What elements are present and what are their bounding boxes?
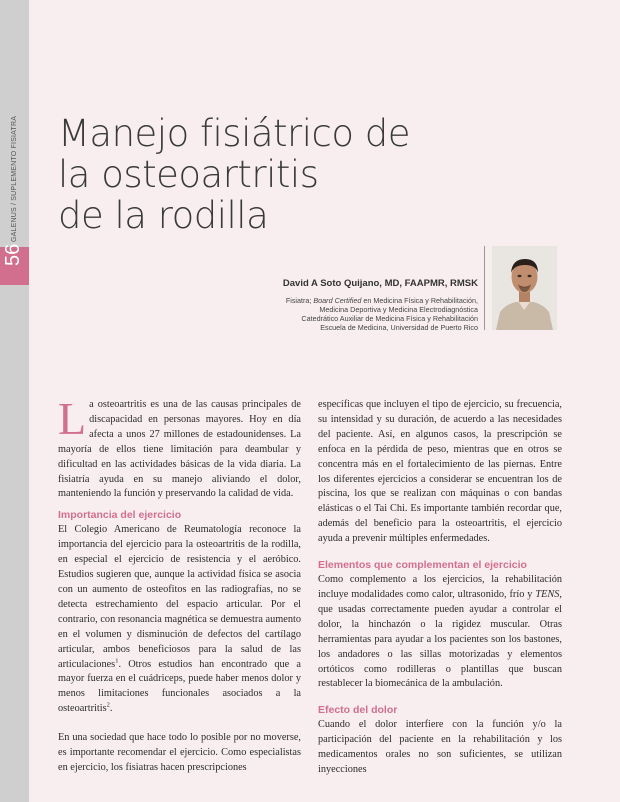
affiliation-line-1: Fisiatra; Board Certified en Medicina Física y Rehabilitación, xyxy=(285,296,478,305)
page-number: 56 xyxy=(2,243,24,266)
author-affiliation xyxy=(286,296,478,332)
affiliation-line-4: Escuela de Medicina, Universidad de Puerto Rico xyxy=(320,323,478,332)
paragraph-dolor: Cuando el dolor interfiere con la función y/o la participación del paciente en la rehabilitación y los medicamentos orales no son suficientes, se utilizan inyecciones xyxy=(318,719,562,776)
title-line-3: de la rodilla xyxy=(58,194,269,237)
page-sidebar xyxy=(0,0,29,802)
affiliation-line-3: Catedrático Auxiliar de Medicina Física y Rehabilitación xyxy=(301,314,478,323)
intro-paragraph: La osteoartritis es una de las causas principales de discapacidad en personas mayores. Hoy en día afecta a unos 27 millones de estadounidenses. La mayoría de ellos tiene limitación para deambular y dificultad en las actividades básicas de la vida diaria. La fisiatría ayuda en su manejo aliviando el dolor, manteniendo la función y preservando la calidad de vida. xyxy=(58,393,301,500)
affiliation-line-2: Medicina Deportiva y Medicina Electrodiagnóstica xyxy=(319,305,478,314)
running-header: GALENUS / SUPLEMENTO FISIATRA xyxy=(11,115,18,242)
article-title xyxy=(58,113,478,236)
paragraph-importancia-2: En una sociedad que hace todo lo posible por no moverse, es importante recomendar el ejercicio. Como especialistas en ejercicio, los fisiatras hacen prescripciones xyxy=(58,732,301,773)
heading-elementos: Elementos que complementan el ejercicio xyxy=(318,559,527,572)
title-line-1: Manejo fisiátrico de xyxy=(58,112,411,155)
paragraph-prescripciones: específicas que incluyen el tipo de ejercicio, su frecuencia, su intensidad y su duración, de acuerdo a las necesidades del paciente. Así, en algunos casos, la prescripción se enfoca en la pérdida de peso, mientras que en otros se concentra más en el fortalecimiento de las piernas. Entre los diferentes ejercicios a considerar se encuentran los de piscina, los que se realizan con máquinas o con bandas elásticas o el Tai Chi. Es importante también recordar que, además del beneficio para la osteoartritis, el ejercicio ayuda a prevenir múltiples enfermedades. xyxy=(318,399,562,545)
column-left xyxy=(58,393,301,776)
author-photo xyxy=(492,246,557,330)
drop-cap: L xyxy=(58,393,87,444)
paragraph-importancia-1: El Colegio Americano de Reumatología reconoce la importancia del ejercicio para la osteoartritis de la rodilla, en especial el ejercicio de resistencia y el aeróbico. Estudios sugieren que, aunque la actividad física se asocia con un aumento de osteofitos en las radiografías, no se detecta estrechamiento del espacio articular. Por el contrario, con resonancia magnética se demuestra aumento en el volumen y disminución de defectos del cartílago articular, ambos beneficiosos para la salud de las articulaciones$^1$. Otros estudios han encontrado que a mayor fuerza en el cuádriceps, puede haber menos dolor y menos limitaciones funcionales asociados a la osteoartritis$^2$. xyxy=(58,524,301,715)
title-line-2: la osteoartritis xyxy=(58,153,319,196)
author-name: David A Soto Quijano, MD, FAAPMR, RMSK xyxy=(282,278,478,289)
paragraph-elementos: Como complemento a los ejercicios, la rehabilitación incluye modalidades como calor, ultrasonido, frío y TENS, que usadas correctamente pueden ayudar a controlar el dolor, la hinchazón o la rigidez muscular. Otras herramientas para ayudar a los pacientes son los bastones, los andadores o las sillas motorizadas y elementos ortóticos como rodilleras o plantillas que buscan restablecer la biomecánica de la ambulación. xyxy=(318,574,562,690)
heading-importancia: Importancia del ejercicio xyxy=(58,509,182,522)
heading-dolor: Efecto del dolor xyxy=(318,704,398,717)
photo-divider xyxy=(484,246,485,330)
column-right xyxy=(318,398,562,778)
author-portrait-illustration xyxy=(492,246,557,330)
